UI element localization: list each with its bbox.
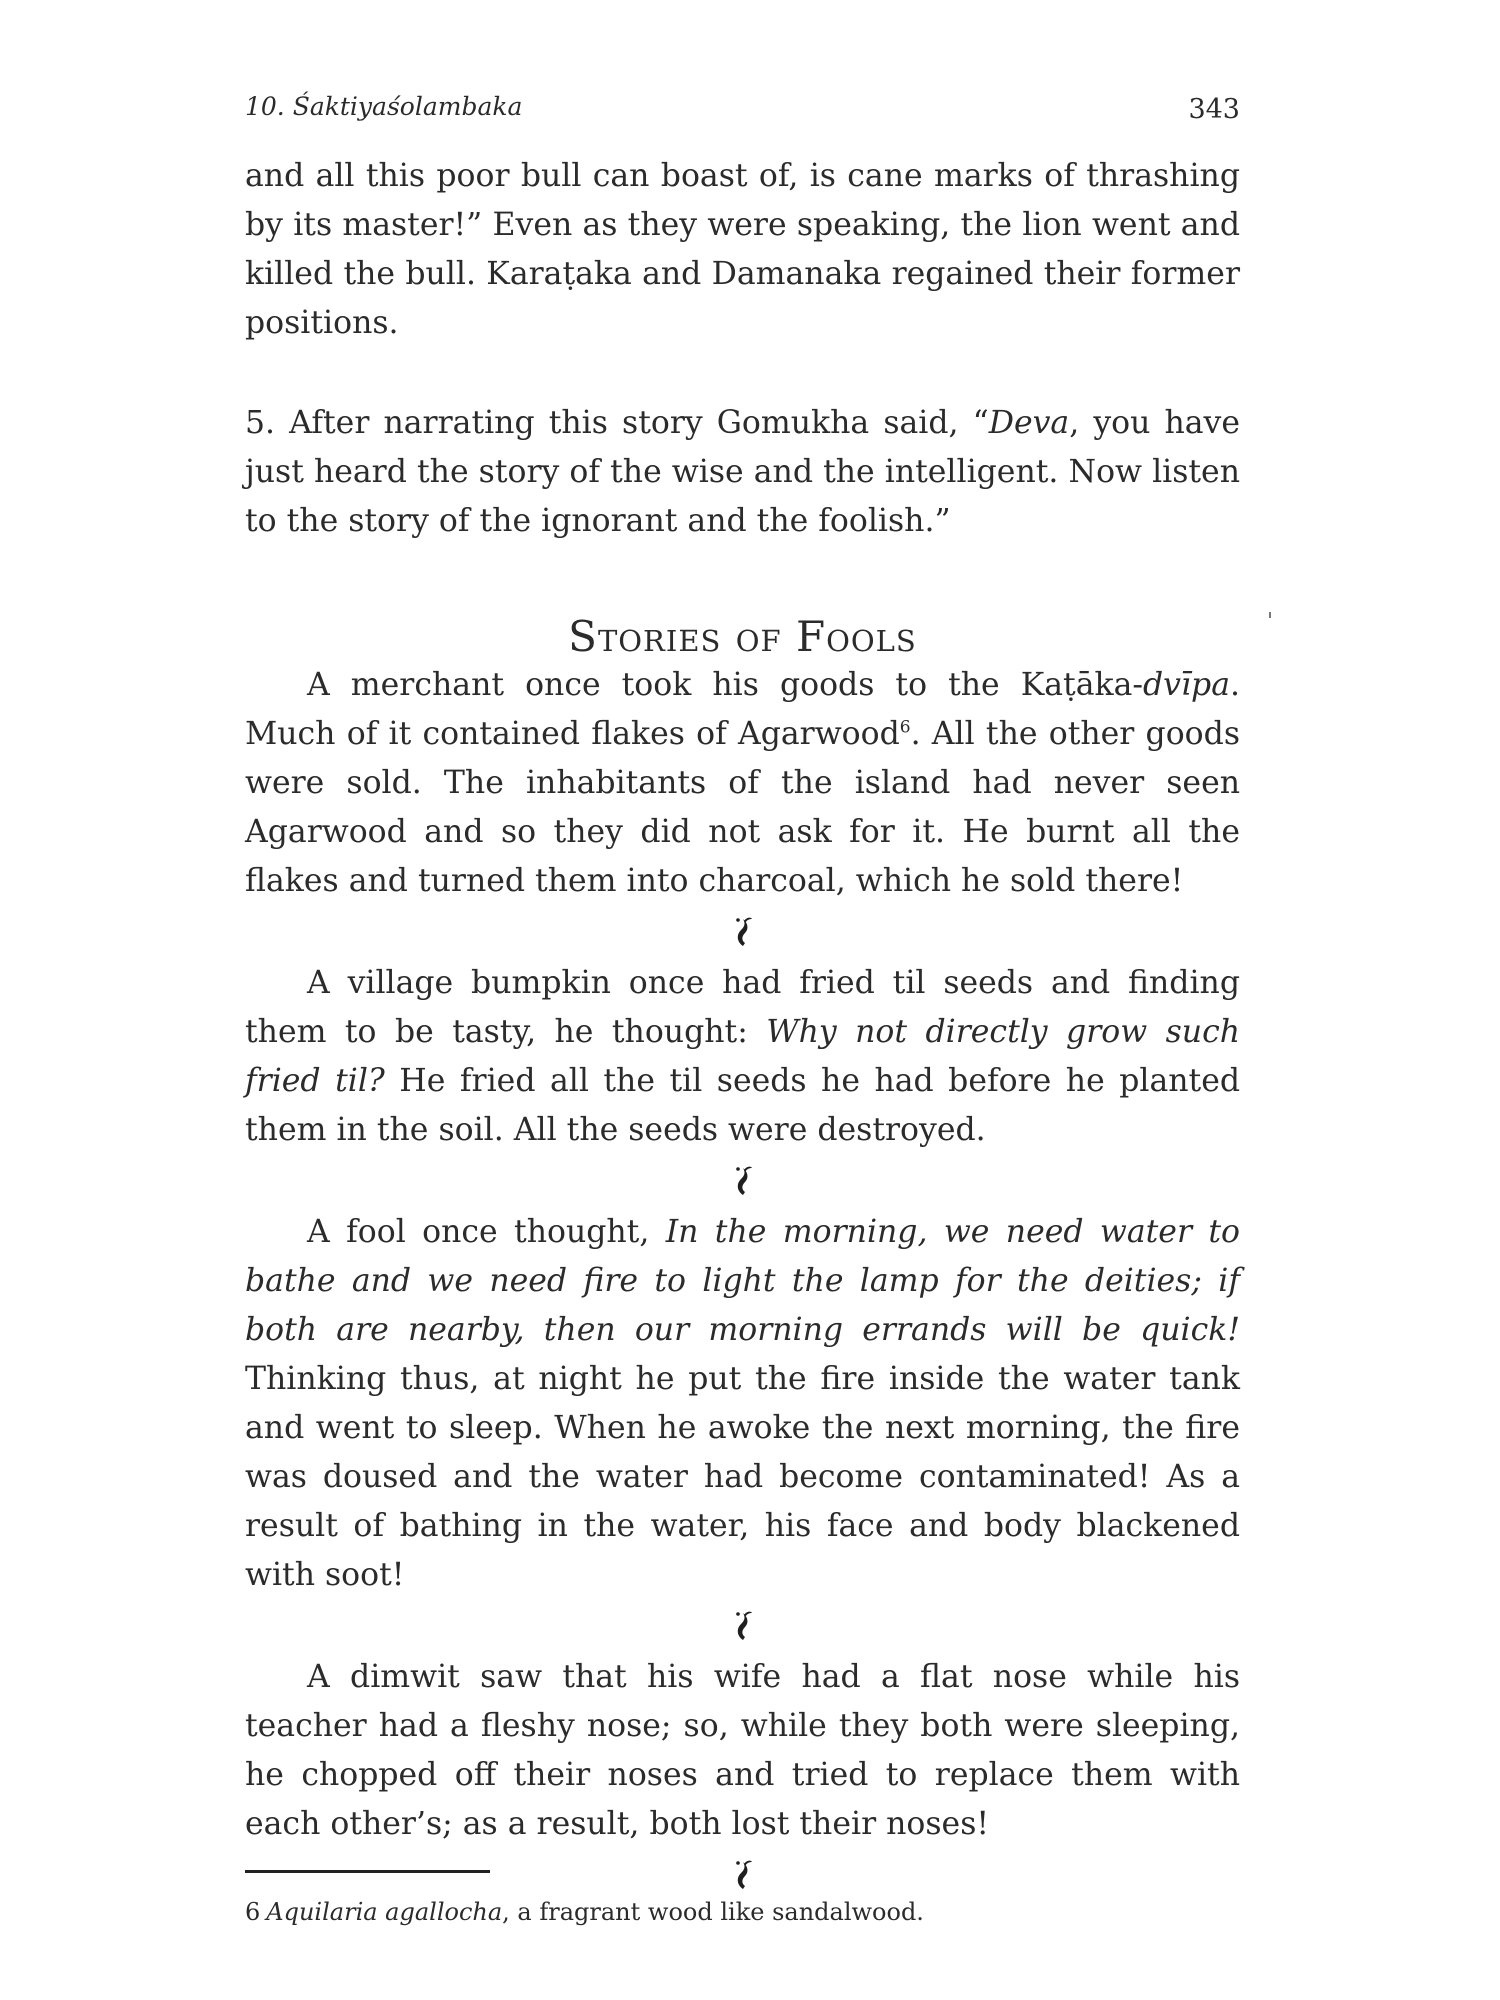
deva-term: Deva <box>988 405 1070 441</box>
book-page <box>245 92 1240 1972</box>
leaf-ornament-icon <box>245 1606 1240 1641</box>
story-fire-water <box>245 1208 1240 1600</box>
paragraph-5 <box>245 399 1240 546</box>
story-til-text-b: He fried all the til seeds he had before he planted them in the soil. All the seeds were destroyed. <box>245 1063 1240 1148</box>
story-merchant-text-b: . Much of it contained flakes of Agarwood <box>245 667 1240 752</box>
paragraph-5-text-b: , you have just heard the story of the wise and the intelligent. Now listen to the story of the ignorant and the foolish.” <box>245 405 1240 539</box>
running-header <box>245 92 1240 142</box>
page-number: 343 <box>1188 94 1240 125</box>
story-fire-text-a: A fool once thought, <box>307 1214 666 1250</box>
story-merchant <box>245 661 1240 906</box>
leaf-ornament-icon <box>245 912 1240 947</box>
footnote-number: 6 <box>245 1898 261 1926</box>
story-fire-thought: In the morning, we need water to bathe and we need fire to light the lamp for the deities; if both are nearby, then our morning errands will be quick! <box>245 1214 1240 1348</box>
story-fire-text-b: Thinking thus, at night he put the fire inside the water tank and went to sleep. When he awoke the next morning, the fire was doused and the water had become contaminated! As a result of bathing in the water, his face and body blackened with soot! <box>245 1361 1240 1593</box>
story-noses: A dimwit saw that his wife had a flat nose while his teacher had a fleshy nose; so, while they both were sleeping, he chopped off their noses and tried to replace them with each other’s; as a result, both lost their noses! <box>245 1659 1240 1842</box>
story-merchant-text-c: . All the other goods were sold. The inhabitants of the island had never seen Agarwood and so they did not ask for it. He burnt all the flakes and turned them into charcoal, which he sold there! <box>245 716 1240 899</box>
story-merchant-text-a: A merchant once took his goods to the Kaṭāka- <box>307 667 1143 703</box>
footnote-text: , a fragrant wood like sandalwood. <box>502 1898 924 1926</box>
leaf-ornament-icon <box>245 1161 1240 1196</box>
chapter-title: 10. Śaktiyaśolambaka <box>245 92 523 121</box>
paragraph-5-text-a: 5. After narrating this story Gomukha said, “ <box>245 405 989 441</box>
footnote <box>245 1895 1240 1929</box>
story-til-text-a: A village bumpkin once had fried til seeds and finding them to be tasty, he thought: <box>245 965 1240 1050</box>
footnote-divider <box>245 1870 490 1873</box>
story-til-seeds <box>245 959 1240 1155</box>
stray-print-mark <box>1269 612 1271 618</box>
dvipa-term: dvīpa <box>1143 667 1230 703</box>
footnote-species: Aquilaria agallocha <box>266 1898 503 1926</box>
footnote-reference[interactable]: 6 <box>899 717 911 738</box>
story-til-thought: Why not directly grow such fried til? <box>245 1014 1241 1099</box>
section-heading: Stories of Fools <box>568 612 917 661</box>
continued-paragraph: and all this poor bull can boast of, is cane marks of thrashing by its master!” Even as they were speaking, the lion went and killed the bull. Karaṭaka and Damanaka regained their former positions. <box>245 158 1240 341</box>
